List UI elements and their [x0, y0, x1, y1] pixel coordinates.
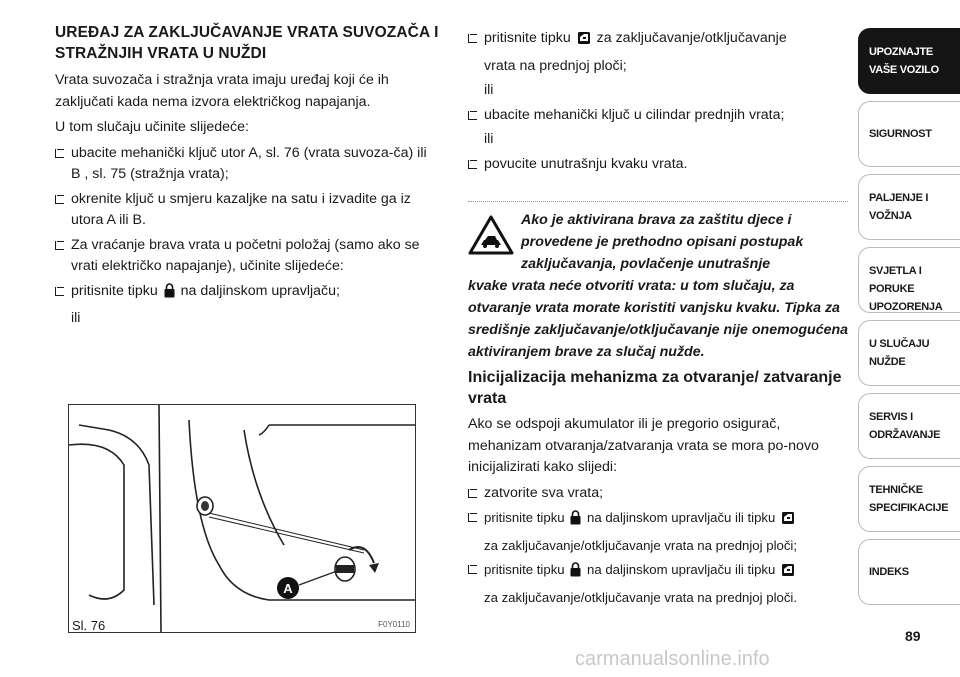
bullet-item: okrenite ključ u smjeru kazaljke na satu i izvadite ga iz utora A ili B. — [55, 189, 440, 232]
figure-code: F0Y0110 — [378, 620, 410, 629]
intro-paragraph: Vrata suvozača i stražnja vrata imaju uređaj koji će ih zaključati kada nema izvora električkog napajanja. — [55, 72, 389, 110]
door-lock-button-icon — [781, 562, 795, 584]
door-lock-illustration — [69, 405, 415, 632]
section-divider — [468, 201, 848, 202]
tab-servis[interactable]: SERVIS I ODRŽAVANJE — [858, 393, 960, 459]
bullet-item: zatvorite sva vrata; — [468, 483, 848, 505]
padlock-icon — [570, 510, 581, 532]
warning-triangle-icon — [468, 215, 514, 255]
checkbox-bullet-icon — [55, 241, 65, 251]
warning-line-2: provedene je prethodno opisani postupak — [521, 234, 804, 250]
warning-line-3: zaključavanja, povlačenje unutrašnje — [521, 256, 771, 272]
checkbox-bullet-icon — [468, 489, 478, 499]
checkbox-bullet-icon — [468, 111, 478, 121]
continuation-text: za zaključavanje/otključavanje vrata na prednjoj ploči. — [484, 589, 798, 605]
door-lock-figure — [68, 404, 416, 633]
figure-label: Sl. 76 — [72, 618, 106, 633]
door-lock-button-icon — [781, 510, 795, 532]
tab-slucaj-nuzde[interactable]: U SLUČAJU NUŽDE — [858, 320, 960, 386]
bullet-item: pritisnite tipku na daljinskom upravljaču ili tipku — [468, 507, 848, 532]
continuation-text: vrata na prednjoj ploči; — [484, 57, 627, 74]
callout-a-label: A — [283, 581, 293, 596]
tab-svjetla[interactable]: SVJETLA I PORUKE UPOZORENJA — [858, 247, 960, 313]
right-column — [468, 28, 848, 178]
padlock-icon — [164, 283, 175, 306]
chapter-sidebar — [858, 28, 960, 612]
checkbox-bullet-icon — [55, 287, 65, 297]
left-column — [55, 22, 440, 333]
tab-tehnicke[interactable]: TEHNIČKE SPECIFIKACIJE — [858, 466, 960, 532]
section-heading: UREĐAJ ZA ZAKLJUČAVANJE VRATA SUVOZAČA I STRAŽNJIH VRATA U NUŽDI — [55, 24, 439, 62]
warning-text: kvake vrata neće otvoriti vrata: u tom slučaju, za otvaranje vrata morate koristiti vanjsku kvaku. Tipka za središnje zaključavanje/otključavanje nije onemogućena aktiviranjem brave za slučaj nužde. — [468, 278, 849, 360]
initialization-section — [468, 367, 848, 611]
door-lock-button-icon — [577, 31, 591, 53]
watermark: carmanualsonline.info — [575, 648, 770, 670]
padlock-icon — [570, 562, 581, 584]
page-number: 89 — [905, 628, 921, 644]
or-text: ili — [484, 82, 494, 98]
bullet-item: povucite unutrašnju kvaku vrata. — [468, 154, 848, 176]
bullet-item: ubacite mehanički ključ utor A, sl. 76 (vrata suvoza-ča) ili B , sl. 75 (stražnja vrata); — [55, 143, 440, 186]
or-text: ili — [71, 310, 81, 326]
warning-line-1: Ako je aktivirana brava za zaštitu djece i — [521, 212, 792, 228]
tab-paljenje[interactable]: PALJENJE I VOŽNJA — [858, 174, 960, 240]
checkbox-bullet-icon — [468, 160, 478, 170]
bullet-item: Za vraćanje brava vrata u početni položaj (samo ako se vrati električko napajanje), učinite slijedeće: — [55, 235, 440, 278]
checkbox-bullet-icon — [55, 195, 65, 205]
checkbox-bullet-icon — [55, 149, 65, 159]
continuation-text: za zaključavanje/otključavanje vrata na prednjoj ploči; — [484, 537, 798, 553]
checkbox-bullet-icon — [468, 565, 478, 575]
bullet-item: ubacite mehanički ključ u cilindar prednjih vrata; — [468, 105, 848, 127]
warning-box — [468, 209, 850, 363]
section-title: Inicijalizacija mehanizma za otvaranje/ zatvaranje vrata — [468, 369, 842, 407]
checkbox-bullet-icon — [468, 34, 478, 44]
or-text: ili — [484, 131, 494, 147]
checkbox-bullet-icon — [468, 513, 478, 523]
bullet-item: pritisnite tipku na daljinskom upravljaču; — [55, 281, 440, 306]
tab-indeks[interactable]: INDEKS — [858, 539, 960, 605]
intro-paragraph-2: U tom slučaju učinite slijedeće: — [55, 119, 249, 135]
tab-sigurnost[interactable]: SIGURNOST — [858, 101, 960, 167]
tab-upoznajte[interactable]: UPOZNAJTE VAŠE VOZILO — [858, 28, 960, 94]
bullet-item: pritisnite tipku na daljinskom upravljaču ili tipku — [468, 559, 848, 584]
bullet-item: pritisnite tipku za zaključavanje/otključavanje — [468, 28, 848, 53]
section-intro: Ako se odspoji akumulator ili je pregorio osigurač, mehanizam otvaranja/zatvaranja vrata se mora po-novo inicijalizirati kako slijedi: — [468, 416, 819, 475]
